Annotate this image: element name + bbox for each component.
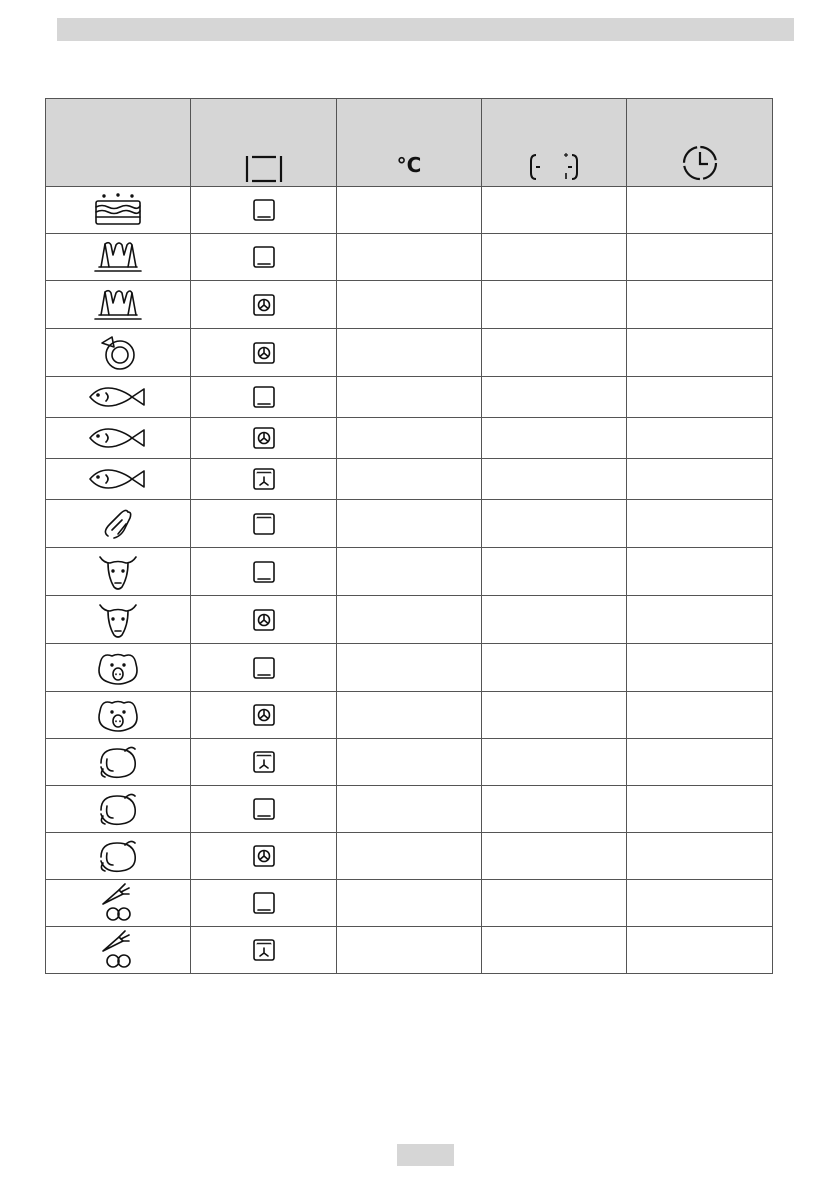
table-row: [46, 739, 773, 786]
temperature-cell: [337, 459, 482, 500]
shelf-level-icon: [528, 151, 580, 183]
sausages-icon: [98, 504, 138, 544]
oven-grill-icon: [252, 512, 276, 536]
time-cell: [627, 644, 773, 692]
temperature-cell: [337, 548, 482, 596]
time-cell: [627, 281, 773, 329]
clock-icon: [680, 143, 720, 183]
food-cell: [46, 644, 191, 692]
shelf-cell: [482, 281, 627, 329]
food-cell: [46, 927, 191, 974]
food-cell: [46, 786, 191, 833]
table-row: [46, 644, 773, 692]
oven-fan-grill-icon: [252, 467, 276, 491]
header-bar: [57, 18, 794, 41]
shelf-cell: [482, 927, 627, 974]
oven-fan-icon: [252, 844, 276, 868]
oven-fan-icon: [252, 426, 276, 450]
function-cell: [191, 596, 337, 644]
oven-fan-icon: [252, 293, 276, 317]
oven-conventional-icon: [252, 797, 276, 821]
time-cell: [627, 786, 773, 833]
food-cell: [46, 459, 191, 500]
table-row: [46, 187, 773, 234]
poultry-icon: [95, 788, 141, 830]
food-cell: [46, 418, 191, 459]
shelf-cell: [482, 500, 627, 548]
bundt-cake-icon: [91, 287, 145, 323]
table-row: [46, 596, 773, 644]
food-cell: [46, 329, 191, 377]
shelf-cell: [482, 548, 627, 596]
shelf-cell: [482, 596, 627, 644]
pork-icon: [94, 648, 142, 688]
time-cell: [627, 500, 773, 548]
oven-conventional-icon: [252, 245, 276, 269]
time-cell: [627, 329, 773, 377]
pizza-icon: [96, 333, 140, 373]
temperature-cell: [337, 377, 482, 418]
table-row: [46, 880, 773, 927]
cooking-table: [45, 98, 773, 974]
temperature-cell: [337, 880, 482, 927]
function-cell: [191, 692, 337, 739]
oven-conventional-icon: [252, 560, 276, 584]
header-shelf: [482, 99, 627, 187]
table-row: [46, 329, 773, 377]
vegetables-icon: [95, 882, 141, 924]
temperature-cell: [337, 187, 482, 234]
shelf-cell: [482, 692, 627, 739]
function-cell: [191, 500, 337, 548]
temperature-cell: [337, 281, 482, 329]
temperature-cell: [337, 786, 482, 833]
time-cell: [627, 418, 773, 459]
beef-icon: [96, 599, 140, 641]
shelf-cell: [482, 377, 627, 418]
function-cell: [191, 739, 337, 786]
food-cell: [46, 281, 191, 329]
table-row: [46, 927, 773, 974]
oven-conventional-icon: [252, 656, 276, 680]
function-cell: [191, 786, 337, 833]
oven-fan-grill-icon: [252, 750, 276, 774]
time-cell: [627, 377, 773, 418]
time-cell: [627, 234, 773, 281]
temperature-cell: [337, 833, 482, 880]
fish-icon: [86, 383, 150, 411]
time-cell: [627, 927, 773, 974]
food-cell: [46, 500, 191, 548]
page-number-tab: [397, 1144, 454, 1166]
header-temperature: [337, 99, 482, 187]
food-cell: [46, 548, 191, 596]
table-row: [46, 377, 773, 418]
food-cell: [46, 739, 191, 786]
pork-icon: [94, 695, 142, 735]
oven-conventional-icon: [252, 198, 276, 222]
temperature-cell: [337, 418, 482, 459]
time-cell: [627, 459, 773, 500]
time-cell: [627, 880, 773, 927]
function-cell: [191, 644, 337, 692]
bundt-cake-icon: [91, 239, 145, 275]
function-cell: [191, 459, 337, 500]
temperature-cell: [337, 644, 482, 692]
time-cell: [627, 833, 773, 880]
food-cell: [46, 187, 191, 234]
temperature-cell: [337, 596, 482, 644]
shelf-cell: [482, 644, 627, 692]
table-row: [46, 500, 773, 548]
shelf-cell: [482, 880, 627, 927]
time-cell: [627, 692, 773, 739]
function-cell: [191, 418, 337, 459]
shelf-cell: [482, 786, 627, 833]
function-cell: [191, 377, 337, 418]
shelf-cell: [482, 739, 627, 786]
table-row: [46, 786, 773, 833]
header-food: [46, 99, 191, 187]
table-row: [46, 234, 773, 281]
food-cell: [46, 596, 191, 644]
function-cell: [191, 880, 337, 927]
shelf-cell: [482, 833, 627, 880]
function-cell: [191, 187, 337, 234]
header-function: [191, 99, 337, 187]
table-row: [46, 692, 773, 739]
time-cell: [627, 596, 773, 644]
shelf-cell: [482, 234, 627, 281]
shelf-cell: [482, 329, 627, 377]
beef-icon: [96, 551, 140, 593]
table-header-row: [46, 99, 773, 187]
food-cell: [46, 377, 191, 418]
table-row: [46, 459, 773, 500]
table-row: [46, 833, 773, 880]
food-cell: [46, 833, 191, 880]
food-cell: [46, 234, 191, 281]
layer-cake-icon: [91, 192, 145, 228]
oven-fan-icon: [252, 341, 276, 365]
function-cell: [191, 833, 337, 880]
function-cell: [191, 329, 337, 377]
vegetables-icon: [95, 929, 141, 971]
table-row: [46, 281, 773, 329]
oven-conventional-icon: [252, 385, 276, 409]
table-row: [46, 548, 773, 596]
function-cell: [191, 281, 337, 329]
time-cell: [627, 739, 773, 786]
oven-fan-grill-icon: [252, 938, 276, 962]
time-cell: [627, 187, 773, 234]
shelf-cell: [482, 418, 627, 459]
poultry-icon: [95, 835, 141, 877]
fish-icon: [86, 465, 150, 493]
poultry-icon: [95, 741, 141, 783]
shelf-cell: [482, 187, 627, 234]
oven-conventional-icon: [244, 155, 284, 183]
oven-conventional-icon: [252, 891, 276, 915]
oven-fan-icon: [252, 608, 276, 632]
table-row: [46, 418, 773, 459]
function-cell: [191, 234, 337, 281]
food-cell: [46, 880, 191, 927]
temperature-cell: [337, 692, 482, 739]
fish-icon: [86, 424, 150, 452]
temperature-cell: [337, 329, 482, 377]
temperature-cell: [337, 927, 482, 974]
oven-fan-icon: [252, 703, 276, 727]
time-cell: [627, 548, 773, 596]
food-cell: [46, 692, 191, 739]
shelf-cell: [482, 459, 627, 500]
header-time: [627, 99, 773, 187]
celsius-label: °C: [396, 153, 422, 177]
temperature-cell: [337, 739, 482, 786]
temperature-cell: [337, 500, 482, 548]
function-cell: [191, 548, 337, 596]
temperature-cell: [337, 234, 482, 281]
function-cell: [191, 927, 337, 974]
